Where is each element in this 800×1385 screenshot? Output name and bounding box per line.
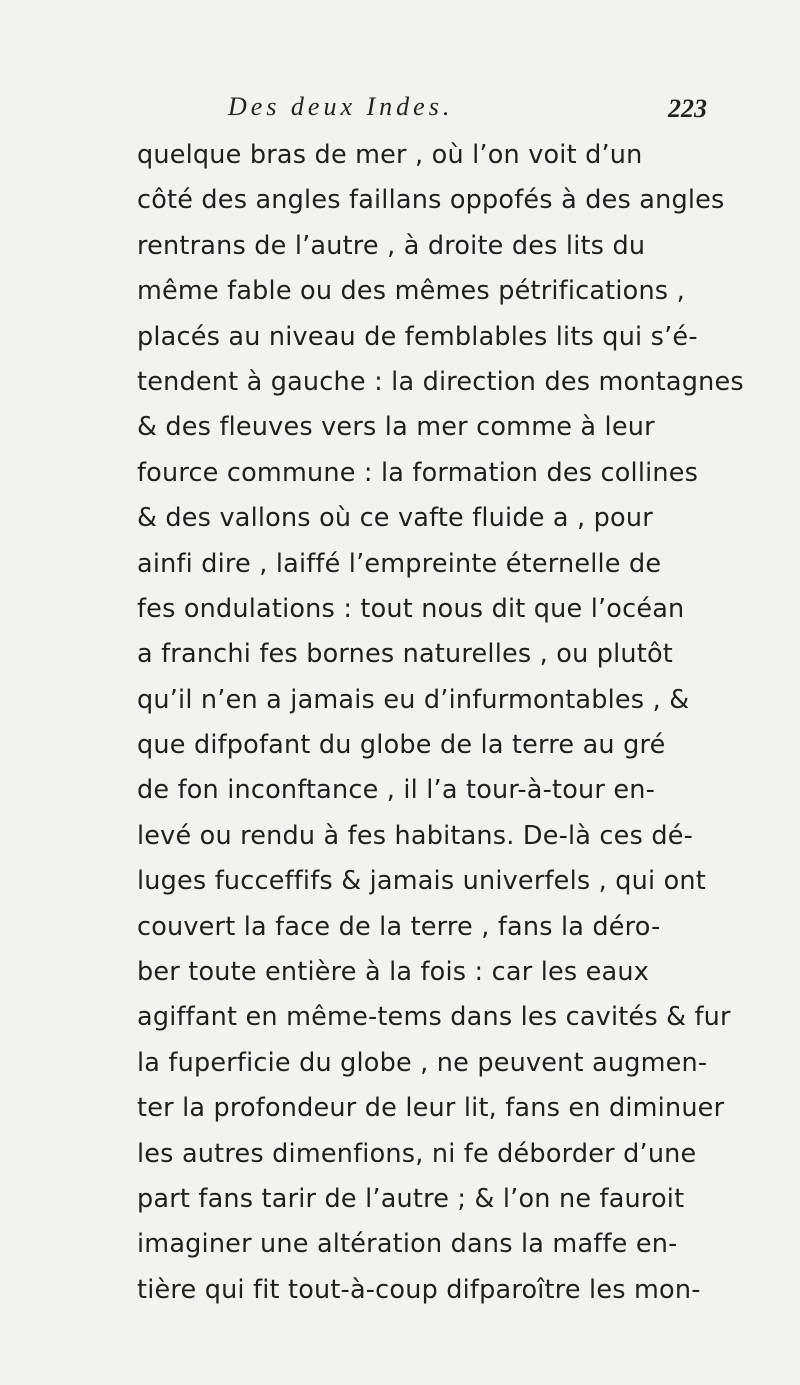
text-line: levé ou rendu à fes habitans. De-là ces dé- [137,820,694,851]
text-line: tière qui fit tout-à-coup difparoître les mon- [137,1274,701,1305]
text-line: rentrans de l’autre , à droite des lits du [137,230,646,261]
text-line: de fon inconftance , il l’a tour-à-tour en- [137,775,656,806]
text-line: qu’il n’en a jamais eu d’infurmontables , & [137,684,690,715]
text-line: agiffant en même-tems dans les cavités & fur [137,1002,731,1033]
text-line: que difpofant du globe de la terre au gré [137,730,666,761]
text-line: la fuperficie du globe , ne peuvent augmen- [137,1047,708,1078]
text-line: & des vallons où ce vafte fluide a , pour [137,503,653,534]
text-line: quelque bras de mer , où l’on voit d’un [137,140,643,170]
text-line: fes ondulations : tout nous dit que l’océan [137,593,685,624]
text-line: placés au niveau de femblables lits qui s’é- [137,321,698,352]
text-line: ainfi dire , laiffé l’empreinte éternelle de [137,548,662,579]
text-line: ber toute entière à la fois : car les eaux [137,957,650,988]
text-line: a franchi fes bornes naturelles , ou plutôt [137,639,673,670]
body-text [137,133,797,1313]
running-head [0,92,800,132]
text-line: & des fleuves vers la mer comme à leur [137,412,655,443]
text-line: luges fucceffifs & jamais univerfels , qui ont [137,866,706,897]
text-line: part fans tarir de l’autre ; & l’on ne fauroit [137,1183,685,1214]
text-line: les autres dimenfions, ni fe déborder d’une [137,1138,697,1169]
text-line: côté des angles faillans oppofés à des angles [137,185,725,216]
running-title: Des deux Indes. [228,92,454,121]
text-line: tendent à gauche : la direction des montagnes [137,366,744,397]
text-line: ter la profondeur de leur lit, fans en diminuer [137,1093,725,1124]
text-line: fource commune : la formation des collines [137,457,699,488]
text-line: couvert la face de la terre , fans la déro- [137,911,661,942]
text-line: imaginer une altération dans la maffe en- [137,1229,678,1260]
page-number: 223 [668,94,707,123]
text-line: même fable ou des mêmes pétrifications , [137,276,685,307]
